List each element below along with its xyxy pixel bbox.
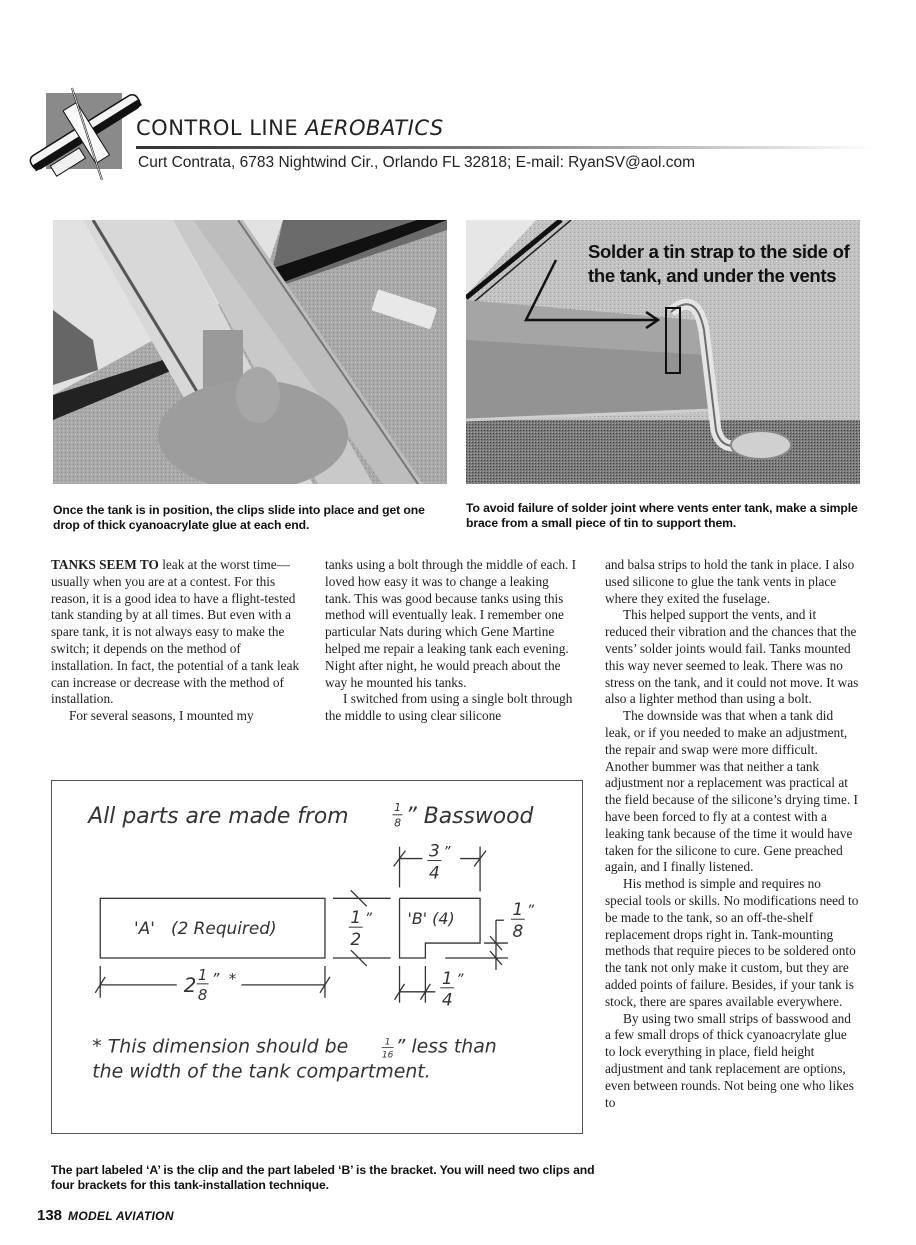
diagram-caption: The part labeled ‘A’ is the clip and the part labeled ‘B’ is the bracket. You will need two clips and four brackets for this tank-installation technique.	[51, 1163, 595, 1192]
dim-a-length-whole: 2	[183, 973, 197, 997]
photo-tank-clips-image	[53, 220, 447, 484]
fraction-numerator: 1	[394, 800, 402, 814]
parts-diagram-drawing	[52, 781, 582, 1133]
diagram-note-line1-suffix: ” less than	[395, 1035, 497, 1058]
article-paragraph: I switched from using a single bolt through the middle to using clear silicone	[325, 691, 573, 724]
article-column-1	[51, 557, 303, 725]
diagram-title: All parts are made from	[88, 803, 349, 829]
photo-caption-2: To avoid failure of solder joint where vents enter tank, make a simple brace from a small piece of tin to support them.	[466, 501, 858, 530]
article-paragraph	[51, 557, 303, 708]
article-paragraph: For several seasons, I mounted my	[69, 708, 254, 724]
author-byline: Curt Contrata, 6783 Nightwind Cir., Orlando FL 32818; E-mail: RyanSV@aol.com	[138, 154, 696, 171]
inch-mark: ”	[526, 903, 535, 920]
article-paragraph: His method is simple and requires no special tools or skills. No modifications need to be made to the tank, so an off-the-shelf replacement drops right in. Tank-mounting methods that require pieces to be soldered onto the tank not only make it custom, but they are added points of failure. Besides, if your tank is stock, there are spares available everywhere.	[605, 876, 859, 1009]
dim-notch-w-den: 4	[441, 989, 453, 1010]
article-paragraph: and balsa strips to hold the tank in place. I also used silicone to glue the tank vents in place where they exited the fuselage.	[605, 557, 855, 606]
airplane-logo-icon	[20, 84, 155, 184]
diagram-title-suffix: ” Basswood	[405, 803, 534, 829]
dim-height-num: 1	[350, 907, 362, 928]
note-fraction-den: 16	[381, 1050, 394, 1061]
part-a-label: 'A' (2 Required)	[134, 918, 277, 939]
fraction-denominator: 8	[394, 816, 402, 830]
article-paragraph: The downside was that when a tank did leak, or if you needed to make an adjustment, the repair and swap were more difficult. Another bummer was that neither a tank adjustment nor a replacement was practical at the field because of the silicone’s drying time. I have been forced to fly at a contest with a leaking tank because of the time it would have taken for the silicone to cure. Gene preached again, and I finally listened.	[605, 708, 858, 875]
inch-mark: ”	[364, 911, 372, 928]
header-rule	[136, 146, 876, 149]
lead-in: TANKS SEEM TO	[51, 557, 159, 572]
article-paragraph: tanks using a bolt through the middle of each. I loved how easy it was to change a leaking tank. This was good because tanks using this method will eventually leak. I remember one particular Nats during which Gene Martine helped me repair a leaking tank each evening. Night after night, he would preach about the way he mounted his tanks.	[325, 557, 577, 690]
dim-notch-h-num: 1	[512, 899, 524, 920]
dim-a-length-den: 8	[197, 985, 208, 1004]
diagram-note-line1: * This dimension should be	[92, 1035, 349, 1058]
department-title	[136, 116, 444, 140]
photo-tank-clips	[53, 220, 447, 484]
department-title-main: CONTROL LINE	[136, 116, 299, 140]
dim-b-width-den: 4	[428, 862, 440, 883]
dim-notch-h-den: 8	[512, 921, 524, 942]
inch-mark: ”	[443, 844, 451, 861]
article-column-3	[605, 557, 860, 1111]
dim-height-den: 2	[350, 929, 362, 950]
paragraph-text: leak at the worst time—usually when you are at a contest. For this reason, it is a good idea to have a flight-tested tank standing by at all times. But even with a spare tank, it is not always easy to make the switch; it depends on the method of installation. In fact, the potential of a tank leak can increase or decrease with the method of installation.	[51, 557, 300, 707]
article-column-2	[325, 557, 577, 725]
parts-diagram	[51, 780, 583, 1134]
inch-mark: ”	[456, 971, 464, 988]
dim-a-length-suffix: ” *	[211, 969, 237, 988]
page-number: 138	[37, 1207, 63, 1224]
dim-a-length-num: 1	[197, 965, 208, 984]
dim-notch-w-num: 1	[441, 967, 453, 988]
magazine-name: MODEL AVIATION	[68, 1209, 174, 1223]
department-title-italic: AEROBATICS	[305, 116, 444, 140]
article-paragraph: By using two small strips of basswood and a few small drops of thick cyanoacrylate glue to lock everything in place, field height adjustment and tank replacement are options, even between rounds. Not being one who likes to	[605, 1010, 854, 1110]
page-footer	[37, 1207, 174, 1224]
photo-annotation-label: Solder a tin strap to the side of the tank, and under the vents	[588, 241, 850, 286]
article-paragraph: This helped support the vents, and it reduced their vibration and the chances that the vents’ solder joints would fail. Tanks mounted this way never seemed to leak. There was no stress on the tank, and it could not move. It was also a lighter method than using a bolt.	[605, 607, 859, 707]
photo-caption-1: Once the tank is in position, the clips slide into place and get one drop of thick cyanoacrylate glue at each end.	[53, 503, 425, 532]
note-fraction-num: 1	[384, 1037, 391, 1048]
part-b-label: 'B' (4)	[407, 909, 455, 929]
dim-b-width-num: 3	[428, 840, 440, 861]
diagram-note-line2: the width of the tank compartment.	[92, 1060, 431, 1083]
